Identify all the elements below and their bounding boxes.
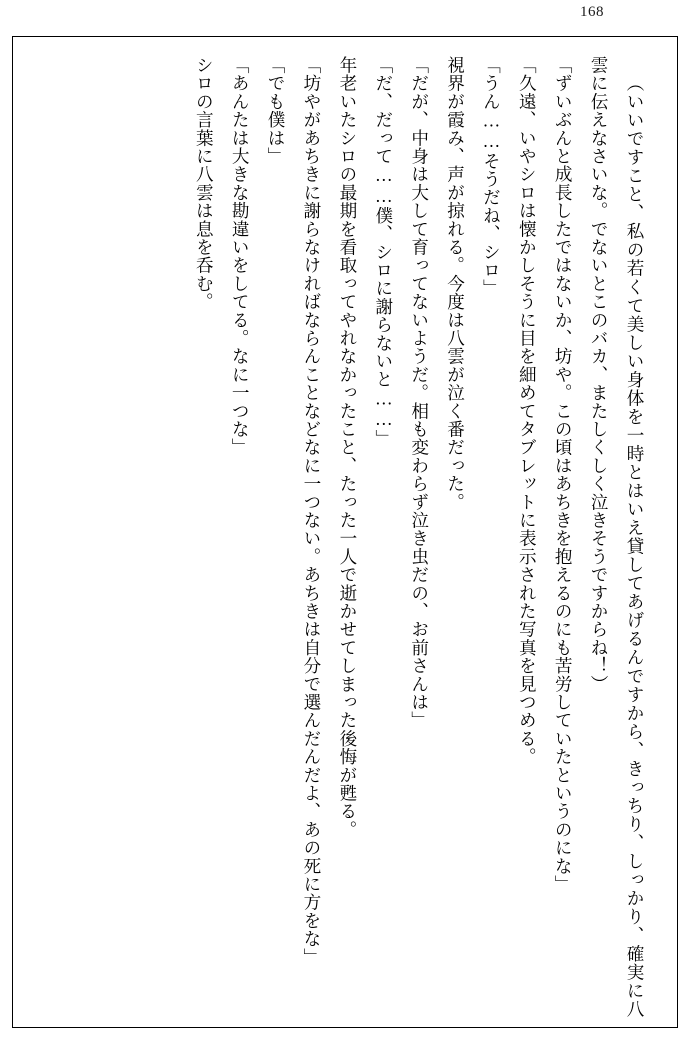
page-body-text [24, 48, 666, 1028]
body-paragraph: 「でも僕は」 [266, 56, 287, 166]
body-paragraph: 「うん……そうだね、シロ」 [481, 56, 502, 298]
body-paragraph: 「だが、中身は大して育ってないようだ。相も変わらず泣き虫だの、お前さんは」 [409, 56, 430, 730]
body-paragraph: 「だ、だって……僕、シロに謝らないと……」 [373, 56, 394, 448]
body-paragraph: （いいですこと、私の若くて美しい身体を一時とはいえ貸してあげるんですから、きっちり、しっかり、確実に八雲に伝えなさいな。でないとこのバカ、またしくしく泣きそうですからね！） [589, 56, 645, 1018]
body-paragraph: 「ずいぶんと成長したではないか、坊や。この頃はあちきを抱えるのにも苦労していたというのにな」 [553, 56, 574, 894]
body-paragraph: 「久遠、いやシロは懐かしそうに目を細めてタブレットに表示された写真を見つめる。 [517, 56, 538, 766]
body-paragraph: シロの言葉に八雲は息を呑む。 [194, 56, 215, 311]
body-paragraph: 「あんたは大きな勘違いをしてる。なに一つな」 [230, 56, 251, 457]
body-paragraph: 視界が霞み、声が掠れる。今度は八雲が泣く番だった。 [445, 56, 466, 511]
body-paragraph: 「坊やがあちきに謝らなければならんことなどなに一つない。あちきは自分で選んだんだよ、あの死に方をな」 [301, 56, 322, 966]
body-paragraph: 年老いたシロの最期を看取ってやれなかったこと、たった一人で逝かせてしまった後悔が甦る。 [337, 56, 358, 839]
page-number: 168 [580, 4, 604, 20]
